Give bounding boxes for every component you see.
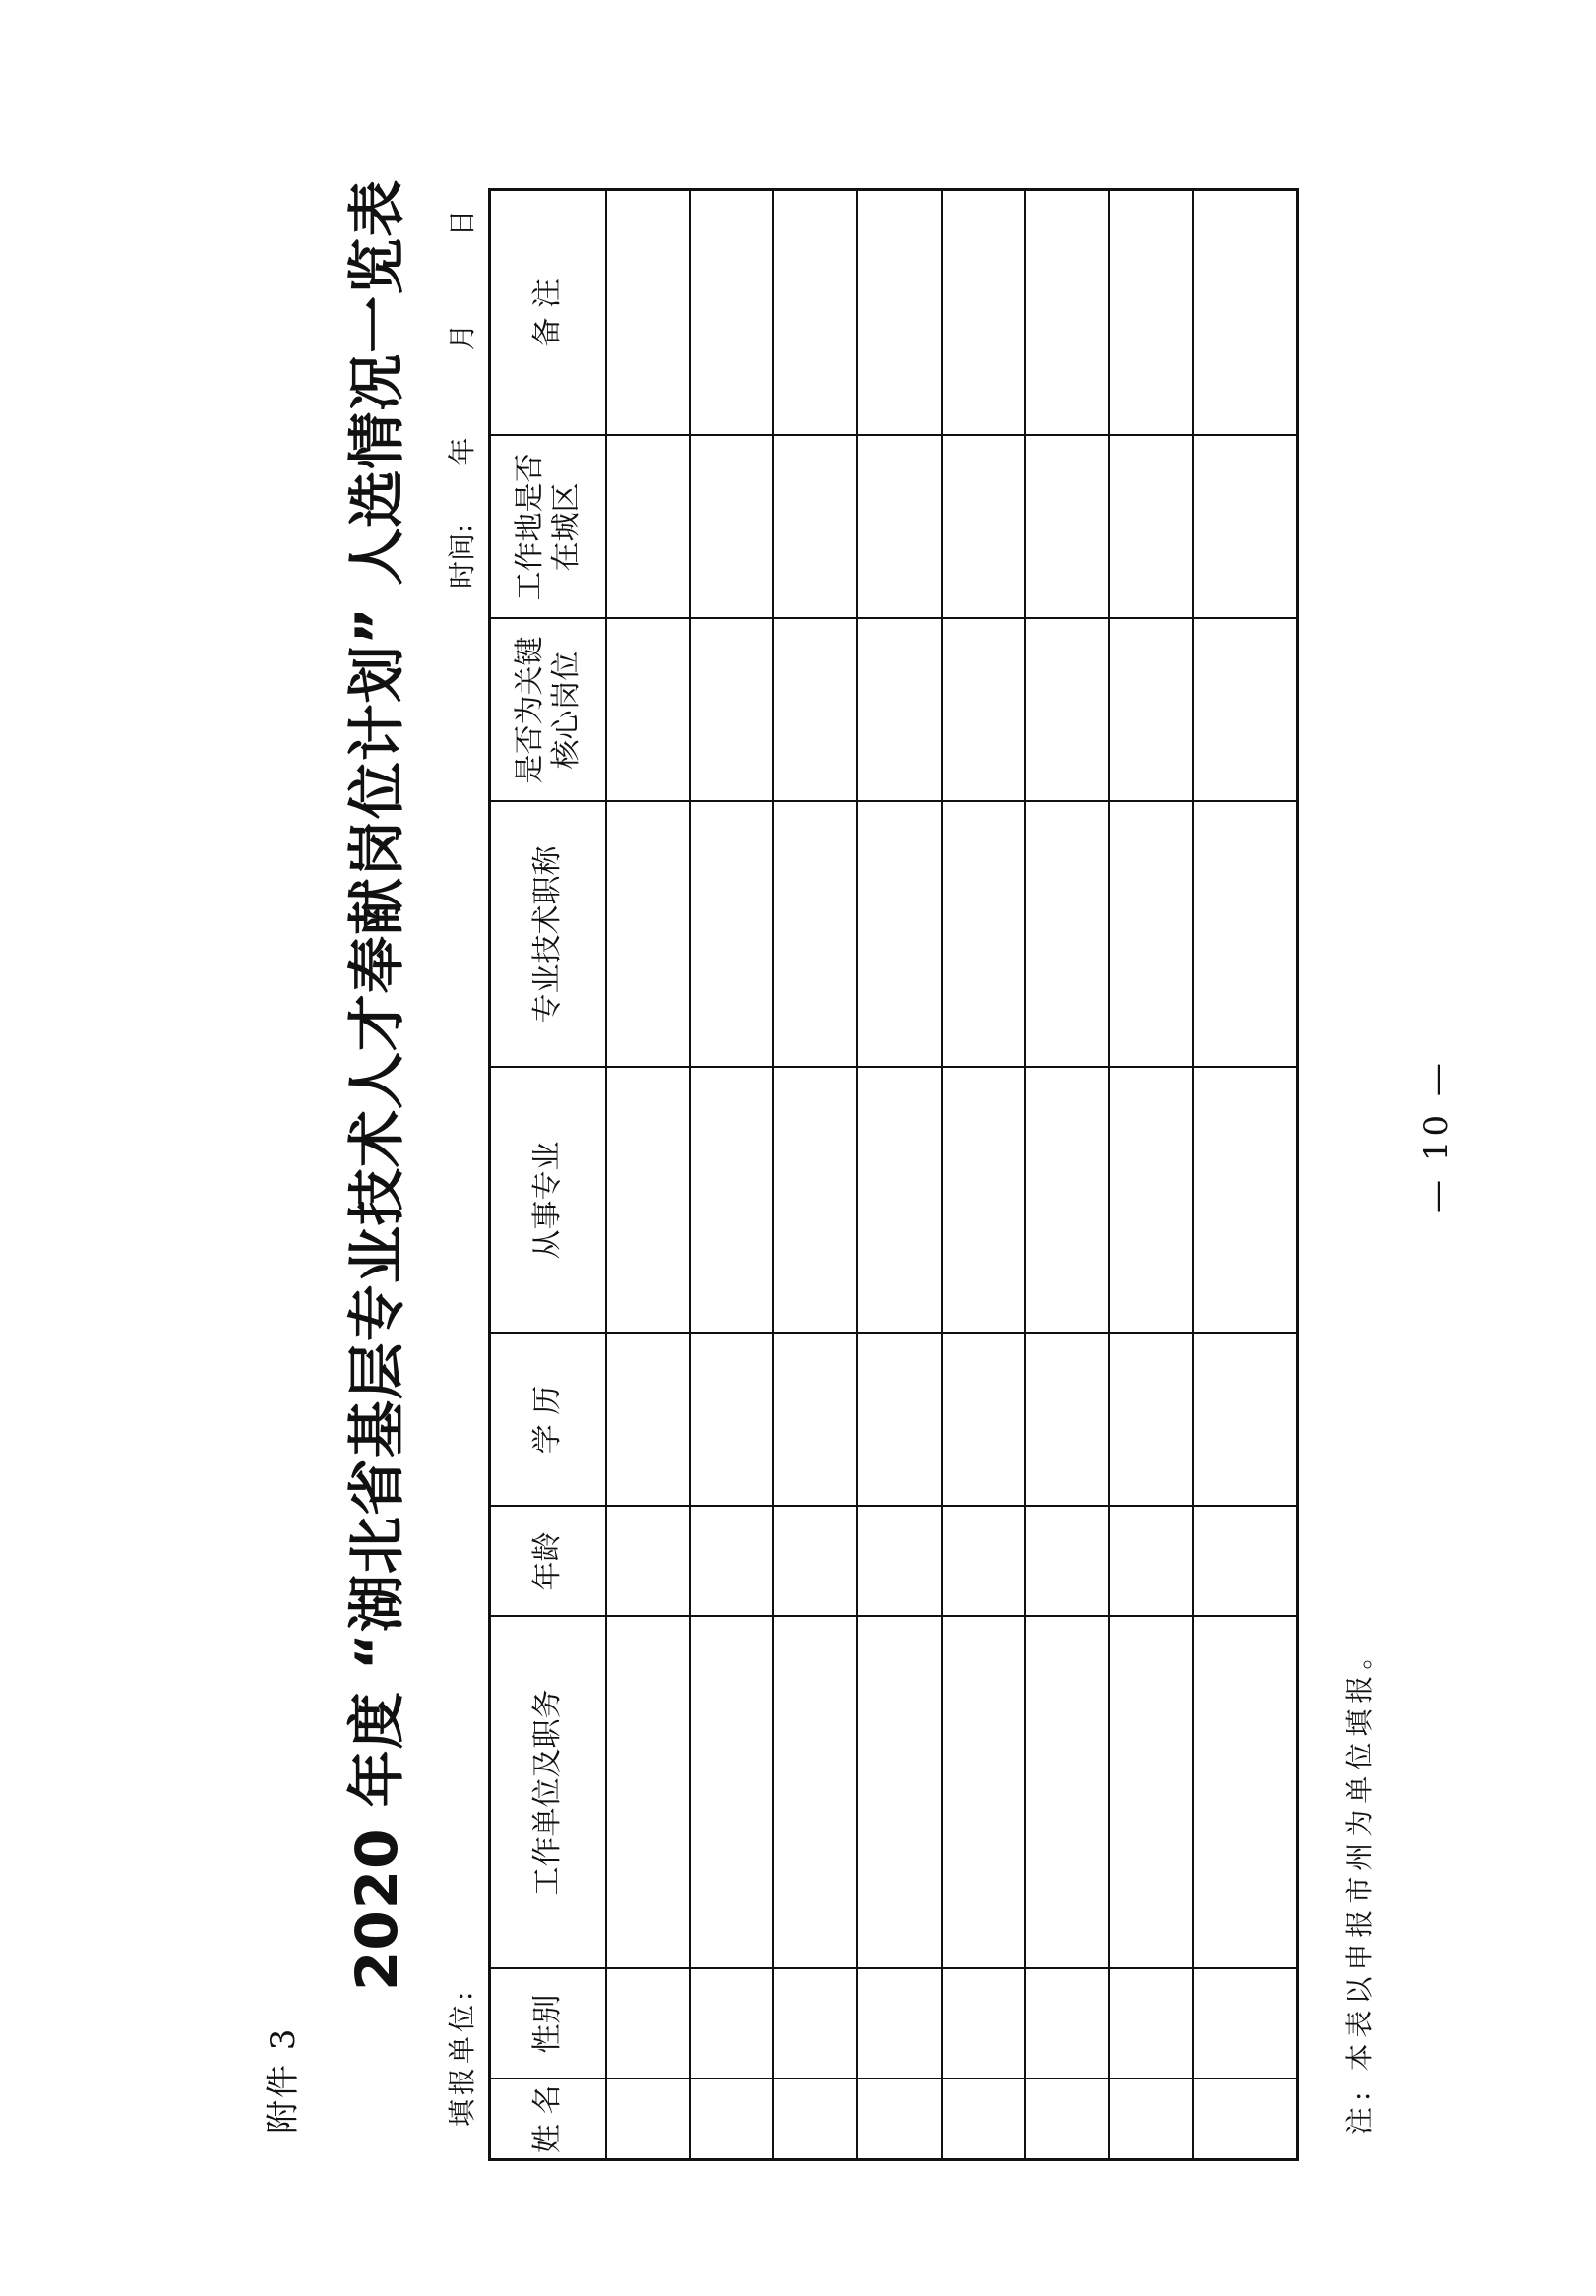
table-cell[interactable] xyxy=(1025,1068,1109,1334)
table-cell[interactable] xyxy=(1025,1334,1109,1507)
date-day: 日 xyxy=(446,209,478,237)
table-cell[interactable] xyxy=(1193,436,1298,619)
table-body xyxy=(606,190,1298,2160)
table-cell[interactable] xyxy=(773,1068,857,1334)
date-month: 月 xyxy=(446,323,478,351)
col-name-header: 姓 名 xyxy=(490,2079,607,2160)
table-cell[interactable] xyxy=(857,1334,941,1507)
table-cell[interactable] xyxy=(773,190,857,436)
table-cell[interactable] xyxy=(1193,190,1298,436)
table-row xyxy=(606,190,690,2160)
header-row xyxy=(490,190,607,2160)
candidate-table xyxy=(488,188,1299,2161)
table-cell[interactable] xyxy=(773,1617,857,1969)
table-cell[interactable] xyxy=(857,436,941,619)
table-cell[interactable] xyxy=(1025,2079,1109,2160)
col-employer-header: 工作单位及职务 xyxy=(490,1617,607,1969)
table-cell[interactable] xyxy=(606,436,690,619)
table-cell[interactable] xyxy=(606,802,690,1068)
table-row xyxy=(773,190,857,2160)
table-cell[interactable] xyxy=(773,802,857,1068)
table-cell[interactable] xyxy=(857,1969,941,2079)
table-cell[interactable] xyxy=(942,190,1025,436)
fill-unit-label: 填报单位: xyxy=(446,1987,478,2127)
table-cell[interactable] xyxy=(942,1334,1025,1507)
table-row xyxy=(1193,190,1298,2160)
table-cell[interactable] xyxy=(690,802,773,1068)
table-cell[interactable] xyxy=(1025,1969,1109,2079)
table-cell[interactable] xyxy=(1109,1969,1193,2079)
table-cell[interactable] xyxy=(942,619,1025,802)
table-cell[interactable] xyxy=(773,2079,857,2160)
table-cell[interactable] xyxy=(1025,190,1109,436)
table-cell[interactable] xyxy=(942,802,1025,1068)
table-row xyxy=(857,190,941,2160)
table-cell[interactable] xyxy=(690,1068,773,1334)
table-cell[interactable] xyxy=(1025,1507,1109,1617)
table-cell[interactable] xyxy=(690,1334,773,1507)
table-cell[interactable] xyxy=(606,2079,690,2160)
table-cell[interactable] xyxy=(942,1068,1025,1334)
table-cell[interactable] xyxy=(690,436,773,619)
table-cell[interactable] xyxy=(1025,619,1109,802)
date-year: 年 xyxy=(446,437,478,465)
table-cell[interactable] xyxy=(857,802,941,1068)
table-cell[interactable] xyxy=(857,190,941,436)
table-cell[interactable] xyxy=(690,1507,773,1617)
table-cell[interactable] xyxy=(1025,436,1109,619)
table-cell[interactable] xyxy=(942,436,1025,619)
table-cell[interactable] xyxy=(773,1507,857,1617)
table-cell[interactable] xyxy=(1025,1617,1109,1969)
date-label: 时间: xyxy=(446,524,478,589)
table-cell[interactable] xyxy=(942,1969,1025,2079)
table-cell[interactable] xyxy=(773,436,857,619)
col-gender-header: 性别 xyxy=(490,1969,607,2079)
table-row xyxy=(1025,190,1109,2160)
table-cell[interactable] xyxy=(1109,1068,1193,1334)
col-title-header: 专业技术职称 xyxy=(490,802,607,1068)
table-cell[interactable] xyxy=(1109,2079,1193,2160)
table-cell[interactable] xyxy=(857,1617,941,1969)
table-cell[interactable] xyxy=(773,619,857,802)
table-cell[interactable] xyxy=(690,1969,773,2079)
table-cell[interactable] xyxy=(1109,619,1193,802)
col-key-post-header: 是否为关键 核心岗位 xyxy=(490,619,607,802)
table-cell[interactable] xyxy=(1193,1334,1298,1507)
col-urban-header: 工作地是否 在城区 xyxy=(490,436,607,619)
table-cell[interactable] xyxy=(773,1334,857,1507)
table-cell[interactable] xyxy=(1193,802,1298,1068)
table-cell[interactable] xyxy=(1109,802,1193,1068)
table-cell[interactable] xyxy=(773,1969,857,2079)
table-row xyxy=(942,190,1025,2160)
table-cell[interactable] xyxy=(606,1334,690,1507)
table-cell[interactable] xyxy=(1109,1617,1193,1969)
table-row xyxy=(1109,190,1193,2160)
col-education-header: 学 历 xyxy=(490,1334,607,1507)
table-cell[interactable] xyxy=(857,619,941,802)
table-cell[interactable] xyxy=(690,190,773,436)
table-cell[interactable] xyxy=(1109,436,1193,619)
table-cell[interactable] xyxy=(857,1068,941,1334)
table-cell[interactable] xyxy=(690,2079,773,2160)
table-row xyxy=(690,190,773,2160)
table-cell[interactable] xyxy=(606,1969,690,2079)
col-specialty-header: 从事专业 xyxy=(490,1068,607,1334)
table-cell[interactable] xyxy=(606,190,690,436)
table-cell[interactable] xyxy=(606,1617,690,1969)
table-cell[interactable] xyxy=(1193,1969,1298,2079)
page-title: 2020 年度 “湖北省基层专业技术人才奉献岗位计划” 人选情况一览表 xyxy=(343,178,410,1991)
table-cell[interactable] xyxy=(606,1068,690,1334)
page-number: — 10 — xyxy=(1417,1059,1456,1213)
table-cell[interactable] xyxy=(942,2079,1025,2160)
table-cell[interactable] xyxy=(690,1617,773,1969)
col-age-header: 年龄 xyxy=(490,1507,607,1617)
table-cell[interactable] xyxy=(1193,1617,1298,1969)
table-cell[interactable] xyxy=(1025,802,1109,1068)
table-cell[interactable] xyxy=(1193,619,1298,802)
table-cell[interactable] xyxy=(857,1507,941,1617)
col-remarks-header: 备 注 xyxy=(490,190,607,436)
table-cell[interactable] xyxy=(857,2079,941,2160)
table-cell[interactable] xyxy=(606,1507,690,1617)
footnote: 注: 本表以申报市州为单位填报。 xyxy=(1343,1636,1376,2135)
table-cell[interactable] xyxy=(1193,1507,1298,1617)
table-cell[interactable] xyxy=(1109,1507,1193,1617)
table-cell[interactable] xyxy=(1109,190,1193,436)
table-cell[interactable] xyxy=(1193,1068,1298,1334)
attachment-label: 附件 3 xyxy=(264,2026,303,2134)
table-cell[interactable] xyxy=(606,619,690,802)
table-cell[interactable] xyxy=(942,1617,1025,1969)
table-cell[interactable] xyxy=(1193,2079,1298,2160)
table-cell[interactable] xyxy=(1109,1334,1193,1507)
table-cell[interactable] xyxy=(942,1507,1025,1617)
table-cell[interactable] xyxy=(690,619,773,802)
date-line xyxy=(441,210,480,589)
